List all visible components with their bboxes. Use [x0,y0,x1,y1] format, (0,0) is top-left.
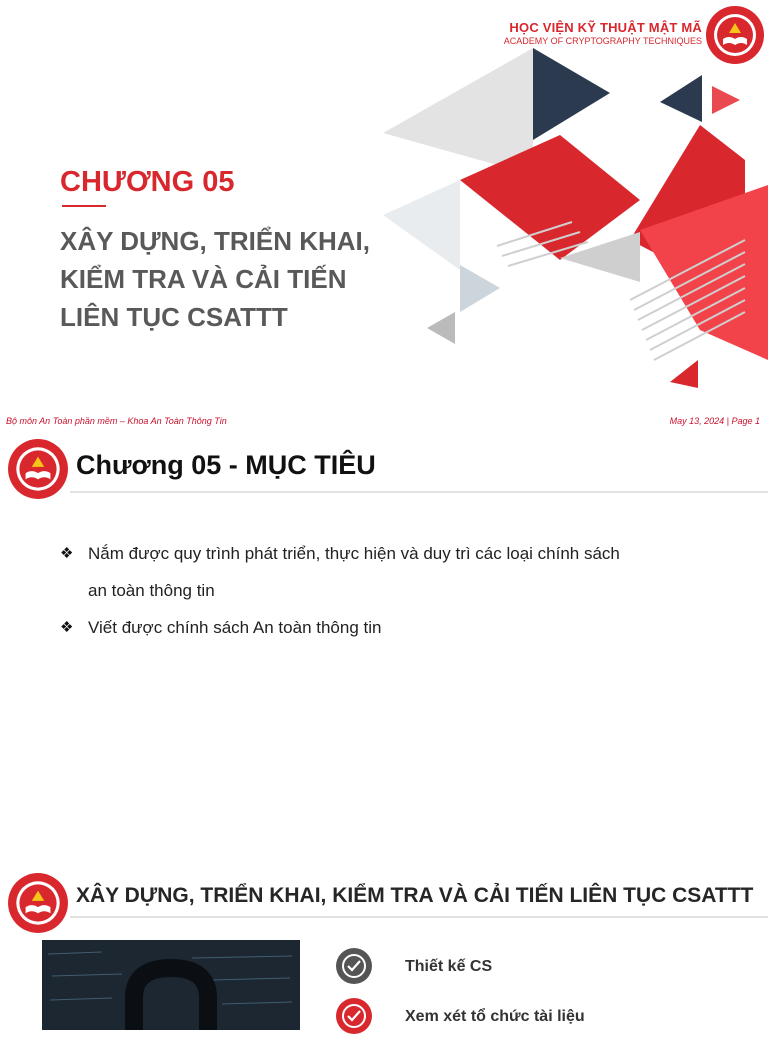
security-lock-image [42,940,300,1030]
padlock-icon [42,940,300,1030]
decorative-triangles [0,0,768,432]
slide-title: XÂY DỰNG, TRIỂN KHAI, KIỂM TRA VÀ CẢI TIẾN LIÊN TỤC CSATTT [76,884,754,907]
slide-1 [0,0,768,432]
chapter-title-line: KIỂM TRA VÀ CẢI TIẾN [60,264,347,294]
title-divider [70,916,768,918]
chapter-title-line: XÂY DỰNG, TRIỂN KHAI, [60,226,371,256]
slide-title: Chương 05 - MỤC TIÊU [76,450,376,480]
check-circle-icon [336,998,372,1034]
chapter-title-line: LIÊN TỤC CSATTT [60,302,288,332]
objectives-list [60,535,700,646]
academy-logo [7,872,69,934]
institution-name-en: ACADEMY OF CRYPTOGRAPHY TECHNIQUES [503,36,702,46]
list-item [60,609,700,646]
slide-3 [0,844,768,1024]
list-item-text: an toàn thông tin [88,581,215,600]
institution-brand [504,20,702,46]
list-item-text: Nắm được quy trình phát triển, thực hiện và duy trì các loại chính sách [88,544,620,563]
footer-department: Bộ môn An Toàn phần mềm – Khoa An Toàn Thông Tin [6,416,227,426]
diamond-bullet-icon: ❖ [60,545,74,562]
chapter-title [60,222,400,336]
step-label: Xem xét tổ chức tài liệu [405,1008,585,1025]
check-circle-icon [336,948,372,984]
slide-2 [0,433,768,843]
chapter-underline [62,205,106,207]
title-divider [70,491,768,493]
chapter-number: CHƯƠNG 05 [60,166,235,198]
footer-date-page: May 13, 2024 | Page 1 [669,416,760,426]
diamond-bullet-icon: ❖ [60,619,74,636]
step-label: Thiết kế CS [405,958,493,975]
list-item [60,535,700,609]
list-item-text: Viết được chính sách An toàn thông tin [88,618,382,637]
academy-logo [705,5,765,65]
academy-logo [7,438,69,500]
institution-name-vn: HỌC VIỆN KỸ THUẬT MẬT MÃ [509,20,702,35]
